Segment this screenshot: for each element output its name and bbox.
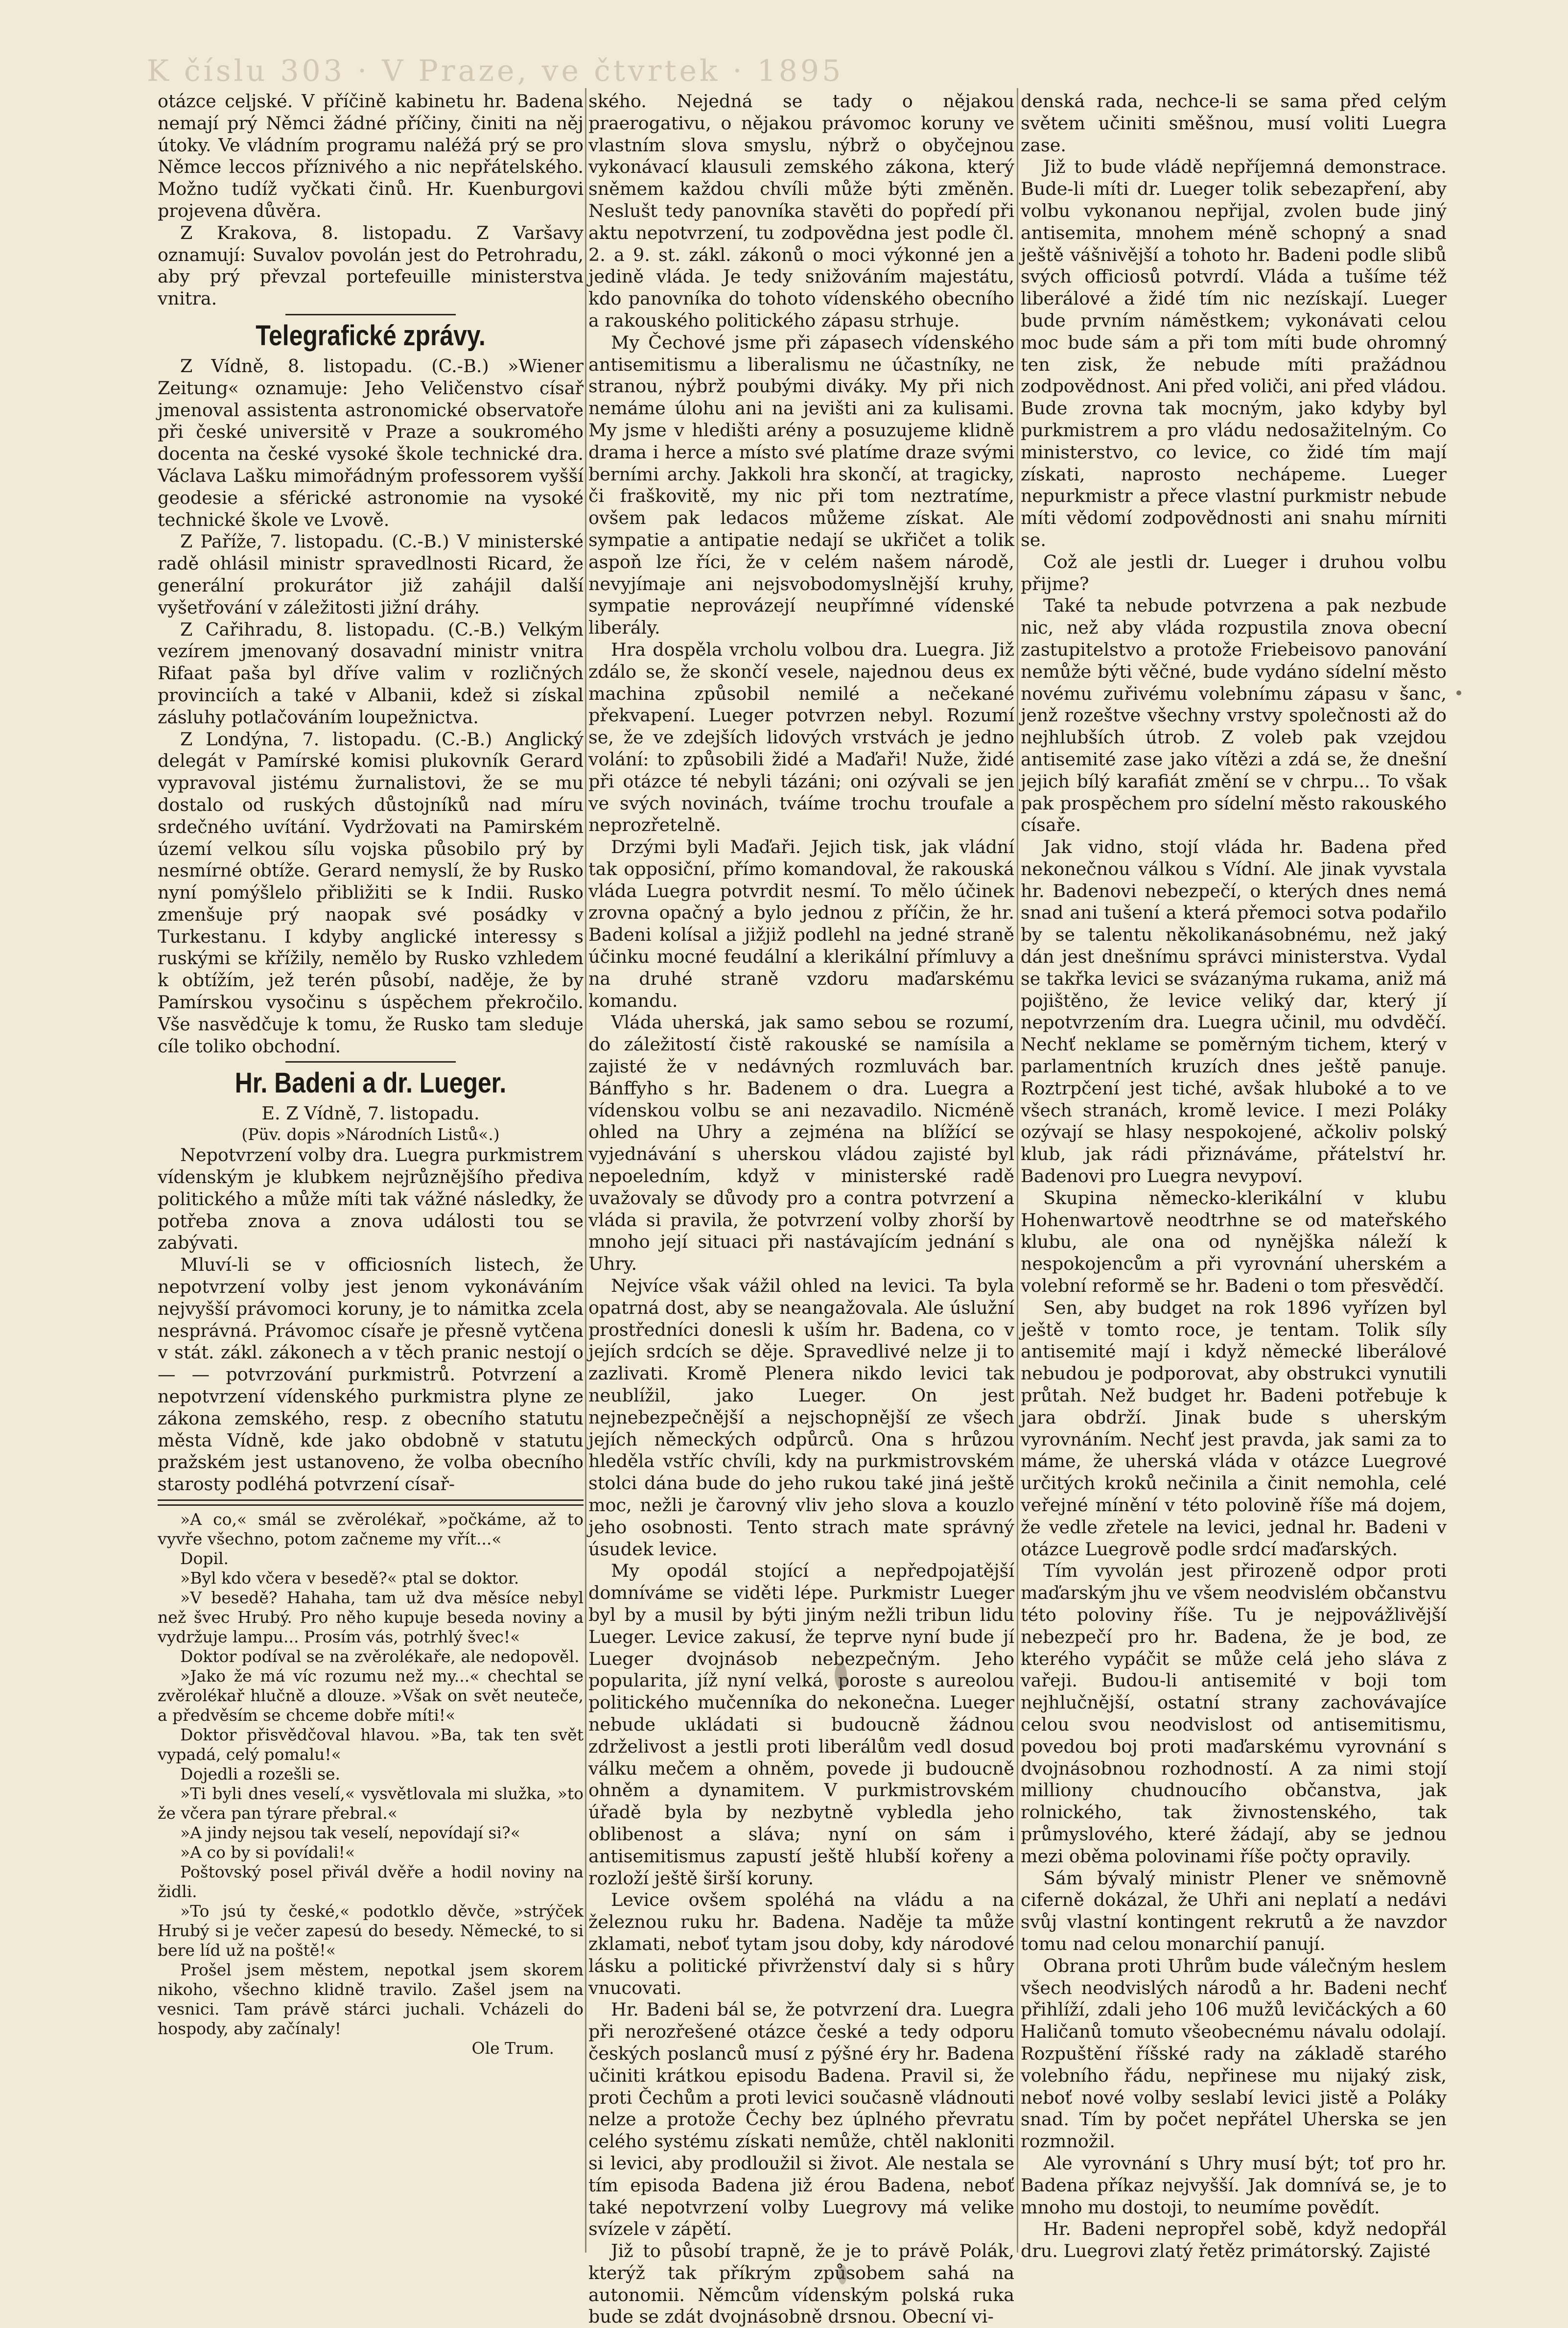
feuilleton-paragraph: Dojedli a rozešli se.: [180, 1764, 341, 1784]
article-paragraph: Což ale jestli dr. Lueger i druhou volbu přijme?: [1021, 551, 1447, 594]
column-rule: [1017, 88, 1018, 2253]
article-paragraph: denská rada, nechce-li se sama před celým světem učiniti směšnou, musí voliti Luegra zase.: [1021, 91, 1447, 156]
article-paragraph: My opodál stojící a nepředpojatější domníváme se viděti lépe. Purkmistr Lueger byl by a musil by býti jiným nežli tribun lidu Lueger. Levice zakusí, že teprve nyní bude jí Lueger dvojnásob nebezpečným. Jeho popularita, jíž nyní velká, poroste s aureolou politického mučenníka do nekonečna. Lueger nebude ukládati si budoucně žádnou zdrželivost a jestli proti liberálům vedl dosud válku mečem a ohněm, povede ji budoucně ohněm a dynamitem. V purkmistrovském úřadě byla by nezbytně vybledla jeho oblibenost a sláva; nyní on sám i antisemitismus zapustí ještě hlubší kořeny a rozloží ještě širší koruny.: [588, 1560, 1014, 1889]
news-item-krakov: Z Krakova, 8. listopadu. Z Varšavy oznamují: Suvalov povolán jest do Petrohradu, aby prý převzal portefeuille ministerstva vnitra.: [158, 222, 584, 309]
telegram-vienna: Z Vídně, 8. listopadu. (C.-B.) »Wiener Zeitung« oznamuje: Jeho Veličenstvo císař jmenoval assistenta astronomické observatoře při české universitě v Praze a soukromého docenta na české vysoké škole technické dra. Václava Lašku mimořádným professorem vyšší geodesie a sférické astronomie na vysoké technické škole ve Lvově.: [158, 355, 584, 530]
column-3: [1021, 91, 1447, 2265]
ink-spot: [1456, 690, 1461, 695]
telegram-london: Z Londýna, 7. listopadu. (C.-B.) Anglický delegát v Pamírské komisi plukovník Gerard vypravoval jistému žurnalistovi, že se mu dostalo od ruských důstojníků nad míru srdečného uvítání. Vydržovati na Pamirském území velkou sílu vojska působilo prý by nesmírné obtíže. Gerard nemyslí, že by Rusko nyní pomýšlelo přibližiti se k Indii. Rusko zmenšuje prý naopak své posádky v Turkestanu. I kdyby anglické interessy s ruskými se křížily, nemělo by Rusko vzhledem k obtížím, jež terén působí, naděje, že by Pamírskou vysočinu s úspěchem překročilo. Vše nasvědčuje k tomu, že Rusko tam sleduje cíle toliko obchodní.: [158, 728, 584, 1057]
feuilleton-paragraph: »A co by si povídali!«: [180, 1843, 355, 1862]
column-1: [158, 91, 584, 2265]
bleed-through-header: [147, 54, 1469, 88]
feuilleton-divider: [158, 1499, 584, 1506]
article-paragraph: Nejvíce však vážil ohled na levici. Ta byla opatrná dost, aby se neangažovala. Ale úslužní prostředníci donesli k uším hr. Badena, co v jejích srdcích se děje. Spravedlivé nelze ji to zazlivati. Kromě Plenera nikdo levici tak neublížil, jako Lueger. On jest nejnebezpečnější a nejschopnější ze všech jejích německých odpůrců. Ona s hrůzou hleděla vstříc chvíli, kdy na purkmistrovském stolci dána bude do jeho rukou také jiná ještě moc, nežli je čarovný vliv jeho slova a kouzlo jeho osobnosti. Tento strach mate správný úsudek levice.: [588, 1275, 1014, 1560]
divider: [285, 314, 456, 315]
article-dateline: E. Z Vídně, 7. listopadu.: [261, 1103, 480, 1124]
feuilleton-paragraph: »A jindy nejsou tak veselí, nepovídají si?«: [180, 1823, 520, 1843]
article-paragraph: ského. Nejedná se tady o nějakou praerogativu, o nějakou právomoc koruny ve vlastním slova smyslu, nýbrž o obyčejnou vykonávací klausuli zemského zákona, který sněmem každou chvíli může býti změněn. Neslušt tedy panovníka stavěti do popředí při aktu nepotvrzení, tu zodpovědna jest podle čl. 2. a 9. st. zákl. zákonů o moci výkonné jen a jedině vláda. Je tedy snižováním majestátu, kdo panovníka do tohoto vídenského obecního a rakouského politického zápasu strhuje.: [588, 91, 1014, 331]
feuilleton-paragraph: Poštovský posel přivál dvěře a hodil noviny na židli.: [158, 1862, 584, 1901]
article-paragraph: Jak vidno, stojí vláda hr. Badena před nekonečnou válkou s Vídní. Ale jinak vyvstala hr. Badenovi nebezpečí, o kterých dnes nemá snad ani tušení a která přemoci sotva podařilo by se talentu několikanásobnému, než jaký dán jest dnešnímu správci ministerstva. Vydal se takřka levici se svázanýma rukama, aniž má pojištěno, že levice veliký dar, který jí nepotvrzením dra. Luegra učinil, mu odvděčí. Nechť neklame se poměrným tichem, který v parlamentních kruzích dnes ještě panuje. Roztrpčení jest tiché, avšak hluboké a to ve všech stranách, kromě levice. I mezi Poláky ozývají se hlasy nespokojené, ačkoliv polský klub, jak rádi přiznáváme, přátelství hr. Badenovi pro Luegra nevypoví.: [1021, 836, 1447, 1187]
article-paragraph: Již to působí trapně, že je to právě Polák, kterýž tak příkrým způsobem sahá na autonomii. Němcům vídenským polská ruka bude se zdát dvojnásobně drsnou. Obecní vi-: [588, 2240, 1014, 2328]
article-paragraph: Tím vyvolán jest přirozeně odpor proti maďarským jhu ve všem neodvislém občanstvu této poloviny říše. Tu je nejpovážlivější nebezpečí pro hr. Badena, že je bod, ze kterého vypáčit se může celá jeho sláva z vařeji. Budou-li antisemité v boji tom nejhlučnější, ostatní strany zachovávajíce celou svou neodvislost od antisemitismu, povedou boj proti maďarskému vyrovnání s dvojnásobnou rozhodností. A za nimi stojí milliony chudnoucího občanstva, jak rolnického, tak živnostenského, tak průmyslového, které žádají, aby se jednou mezi oběma polovinami říše počty opravily.: [1021, 1560, 1447, 1867]
article-paragraph: Sám bývalý ministr Plener ve sněmovně ciferně dokázal, že Uhři ani neplatí a nedávi svůj vlastní kontingent rekrutů a že navzdor tomu nad celou monarchií panují.: [1021, 1867, 1447, 1954]
article-paragraph: Také ta nebude potvrzena a pak nezbude nic, než aby vláda rozpustila znova obecní zastupitelstvo a protože Friebeisovo panování nemůže býti věčné, bude vydáno sídelní město novému zuřivému volebnímu zápasu v šanc, jenž rozeštve všechny vrstvy společnosti až do nejhlubších útrob. Z voleb pak vzejdou antisemité zase jako vítězi a zdá se, že dnešní jejich bílý karafiát změní se v chrpu... To však pak prospěchem pro sídelní město rakouského císaře.: [1021, 595, 1447, 836]
article-paragraph: Hra dospěla vrcholu volbou dra. Luegra. Již zdálo se, že skončí vesele, najednou deus ex machina způsobil nemilé a nečekané překvapení. Lueger potvrzen nebyl. Rozumí se, že ve zdejších lidových vrstvách je jedno volání: to způsobili židé a Maďaři! Nuže, židé při otázce té nebyli tázáni; oni ozývali se jen ve svých novinách, tváíme trochu troufale a neprozřetelně.: [588, 639, 1014, 836]
article-paragraph: Vláda uherská, jak samo sebou se rozumí, do záležitostí čistě rakouské se namísila a zajisté že v nedávných rozmluvách bar. Bánffyho s hr. Badenem o dra. Luegra a vídenskou volbu se ani nezavadilo. Nicméně ohled na Uhry a zejména na blížící se vyjednávání s uherskou vládou zajisté byl nepoeledním, když v ministerské radě uvažovaly se důvody pro a contra potvrzení a vláda si pravila, že potvrzení volby zhorší by mnoho její situaci při nastávajícím jednání s Uhry.: [588, 1012, 1014, 1275]
feuilleton-paragraph: »To jsú ty české,« podotklo děvče, »strýček Hrubý si je večer zapesú do besedy. Německé, to si bere líd už na poště!«: [158, 1901, 584, 1960]
feuilleton-paragraph: »A co,« smál se zvěrolékař, »počkáme, až to vyvře všechno, potom začneme my vřít...«: [158, 1510, 584, 1549]
feuilleton-paragraph: »Ti byli dnes veselí,« vysvětlovala mi služka, »to že včera pan týrare přebral.«: [158, 1784, 584, 1823]
column-2: [588, 91, 1014, 2328]
article-paragraph: Nepotvrzení volby dra. Luegra purkmistrem vídenským je klubkem nejrůznějšího předivа politického a může míti tak vážné následky, že potřeba znova a znova události tou se zabývati.: [158, 1144, 584, 1254]
divider: [285, 1061, 456, 1063]
article-paragraph: Hr. Badeni bál se, že potvrzení dra. Luegra při nerozřešené otázce české a tedy odporu českých poslanců musí z pýšné éry hr. Badena učiniti krátkou episodu Badena. Pravil si, že proti Čechům a proti levici současně vládnouti nelze a protože Čechy bez úplného převratu celého systému získati nemůže, chtěl nakloniti si levici, aby prodloužil si život. Ale nestala se tím episoda Badena již érou Badena, neboť také nepotvrzení volby Luegrovy má velike svízele v zápětí.: [588, 1999, 1014, 2240]
section-heading-telegrams: Telegrafické zprávy.: [256, 319, 486, 352]
article-paragraph: Mluví-li se v officiosních listech, že nepotvrzení volby jest jenom vykonáváním nejvyšší právomoci koruny, je to námitka zcela nesprávná. Právomoc císaře je přesně vytčena v stát. zákl. zákonech a v těch pranic nestojí o — — potvrzování purkmistrů. Potvrzení a nepotvrzení vídenského purkmistra plyne ze zákona zemského, resp. z obecního statutu města Vídně, kde jako obdobně v statutu pražském jest ustanoveno, že volba obecního starosty podléhá potvrzení císař-: [158, 1254, 584, 1495]
feuilleton-paragraph: »Byl kdo včera v besedě?« ptal se doktor.: [180, 1568, 519, 1588]
article-paragraph: Levice ovšem spoléhá na vládu a na železnou ruku hr. Badena. Naděje ta může zklamati, neboť tytam jsou doby, kdy národové lásku a politické přivrženství daly si s hůry vnucovati.: [588, 1889, 1014, 1998]
article-source: (Püv. dopis »Národních Listů«.): [241, 1125, 500, 1144]
article-paragraph: Drzými byli Maďaři. Jejich tisk, jak vládní tak opposiční, přímo komandoval, že rakouská vláda Luegra potvrdit nesmí. To mělo účinek zrovna opačný a bylo jednou z příčin, že hr. Badeni kolísal a jižjiž podlehl na jedné straně účinku mocné feudální a klerikální přímluvy a na druhé straně vzdoru maďarskému komandu.: [588, 836, 1014, 1011]
article-paragraph: Hr. Badeni nepropřel sobě, když nedopřál dru. Luegrovi zlatý řetěz primátorský. Zajisté: [1021, 2218, 1447, 2262]
feuilleton-paragraph: Prošel jsem městem, nepotkal jsem skorem nikoho, všechno klidně travilo. Zašel jsem na vesnici. Tam právě stárci juchali. Vcházeli do hospody, aby začínaly!: [158, 1960, 584, 2039]
article-paragraph: My Čechové jsme při zápasech vídenského antisemitismu a liberalismu ne účastníky, ne stranou, nýbrž poubými diváky. My při nich nemáme úlohu ani na jevišti ani za kulisami. My jsme v hledišti arény a posuzujeme klidně drama i herce a místo své platíme draze svými berními archy. Jakkoli hra skončí, at tragicky, či fraškovitě, my nic při tom neztratíme, ovšem pak ledacos můžeme získat. Ale sympatie a antipatie nedají se ukřičet a tolik aspoň lze říci, že v celém našem národě, nevyjímaje ani nejsvobodomyslnější kruhy, sympatie neprovázejí neupřímné vídenské liberály.: [588, 332, 1014, 639]
feuilleton: [158, 1510, 584, 2058]
article-paragraph: Obrana proti Uhrům bude válečným heslem všech neodvislých národů a hr. Badeni nechť přihlíží, zdali jeho 106 mužů levičáckých a 60 Haličanů tomuto všeobecnému návalu odolají. Rozpuštění říšské rady na základě starého volebního řádu, nepřinese mu nijaký zisk, neboť nové volby seslabí levici jistě a Poláky snad. Tím by počet nepřátel Uherska se jen rozmnožil.: [1021, 1955, 1447, 2152]
telegram-paris: Z Paříže, 7. listopadu. (C.-B.) V ministerské radě ohlásil ministr spravedlnosti Ricard, že generální prokurátor již zahájil další vyšetřování v záležitosti jižní dráhy.: [158, 531, 584, 618]
article-paragraph: Skupina německo-klerikální v klubu Hohenwartově neodtrhne se od mateřského klubu, ale ona od nynějška náleží k nespokojencům a při vyrovnání uherském a volební reformě se hr. Badeni o tom přesvědčí.: [1021, 1187, 1447, 1297]
telegram-constantinople: Z Cařihradu, 8. listopadu. (C.-B.) Velkým vezírem jmenovaný dosavadní ministr vnitra Rifaat paša byl dříve valim v rozličných provinciích a také v Albanii, kdež si získal zásluhy potlačováním loupežnictva.: [158, 618, 584, 728]
feuilleton-paragraph: »V besedě? Hahaha, tam už dva měsíce nebyl než švec Hrubý. Pro něho kupuje beseda noviny a vydržuje lampu... Prosím vás, potrhlý švec!«: [158, 1588, 584, 1647]
feuilleton-paragraph: »Jako že má víc rozumu než my...« chechtal se zvěrolékař hlučně a dlouze. »Však on svět neuteče, a předvěsím se chceme dobře míti!«: [158, 1666, 584, 1725]
article-paragraph: Ale vyrovnání s Uhry musí být; toť pro hr. Badena příkaz nejvyšší. Jak domnívá se, je to mnoho mu dostoji, to neumíme povědít.: [1021, 2152, 1447, 2218]
feuilleton-paragraph: Doktor přisvědčoval hlavou. »Ba, tak ten svět vypadá, celý pomalu!«: [158, 1725, 584, 1764]
column-rule: [585, 88, 586, 2253]
author-signature: Ole Trum.: [471, 2039, 554, 2058]
feuilleton-paragraph: Dopil.: [180, 1549, 229, 1568]
feuilleton-paragraph: Doktor podíval se na zvěrolékaře, ale nedopověl.: [180, 1647, 580, 1666]
article-paragraph: Již to bude vládě nepříjemná demonstrace. Bude-li míti dr. Lueger tolik sebezapření, aby volbu vykonanou nepřijal, zvolen bude jiný antisemita, mnohem méně schopný a snad ještě vášnivější a tohoto hr. Badeni podle slibů svých officiosů potvrdí. Vláda a tušíme též liberálové a židé tím nic nezískají. Lueger bude prvním náměstkem; vykonávati celou moc bude sám a při tom míti bude ohromný ten zisk, že nebude míti pražádnou zodpovědnost. Ani před voliči, ani před vládou. Bude zrovna tak mocným, jako kdyby byl purkmistrem a pro vládu nedosažitelným. Co ministerstvo, co levice, co židé tím mají získati, naprosto nechápeme. Lueger nepurkmistr a přece vlastní purkmistr nebude míti vědomí zodpovědnosti ani snahu mírniti se.: [1021, 156, 1447, 550]
article-paragraph: Sen, aby budget na rok 1896 vyřízen byl ještě v tomto roce, je tentam. Tolik síly antisemité mají i když německé liberálové nebudou je podporovat, aby obstrukci vynutili průtah. Než budget hr. Badeni potřebuje k jara obdrží. Jinak bude s uherským vyrovnáním. Nechť jest pravda, jak sami za to máme, že uherská vláda v otázce Luegrové určitých kroků nečinila a činit nemohla, celé veřejné mínění v této polovině říše má dojem, že vedle zřetele na levici, jednal hr. Badeni v otázce Luegrově podle srdcí maďarských.: [1021, 1297, 1447, 1560]
article-title-badeni-lueger: Hr. Badeni a dr. Lueger.: [234, 1067, 507, 1099]
ghost-header-text: K číslu 303 · V Praze, ve čtvrtek · 1895: [147, 54, 844, 88]
article-paragraph: otázce celjské. V příčině kabinetu hr. Badena nemají prý Němci žádné příčiny, činiti na něj útoky. Ve vládním programu naléžá prý se pro Němce leccos příznivého a nic nepřátelského. Možno tudíž vyčkati činů. Hr. Kuenburgovi projevena důvěra.: [158, 91, 584, 221]
